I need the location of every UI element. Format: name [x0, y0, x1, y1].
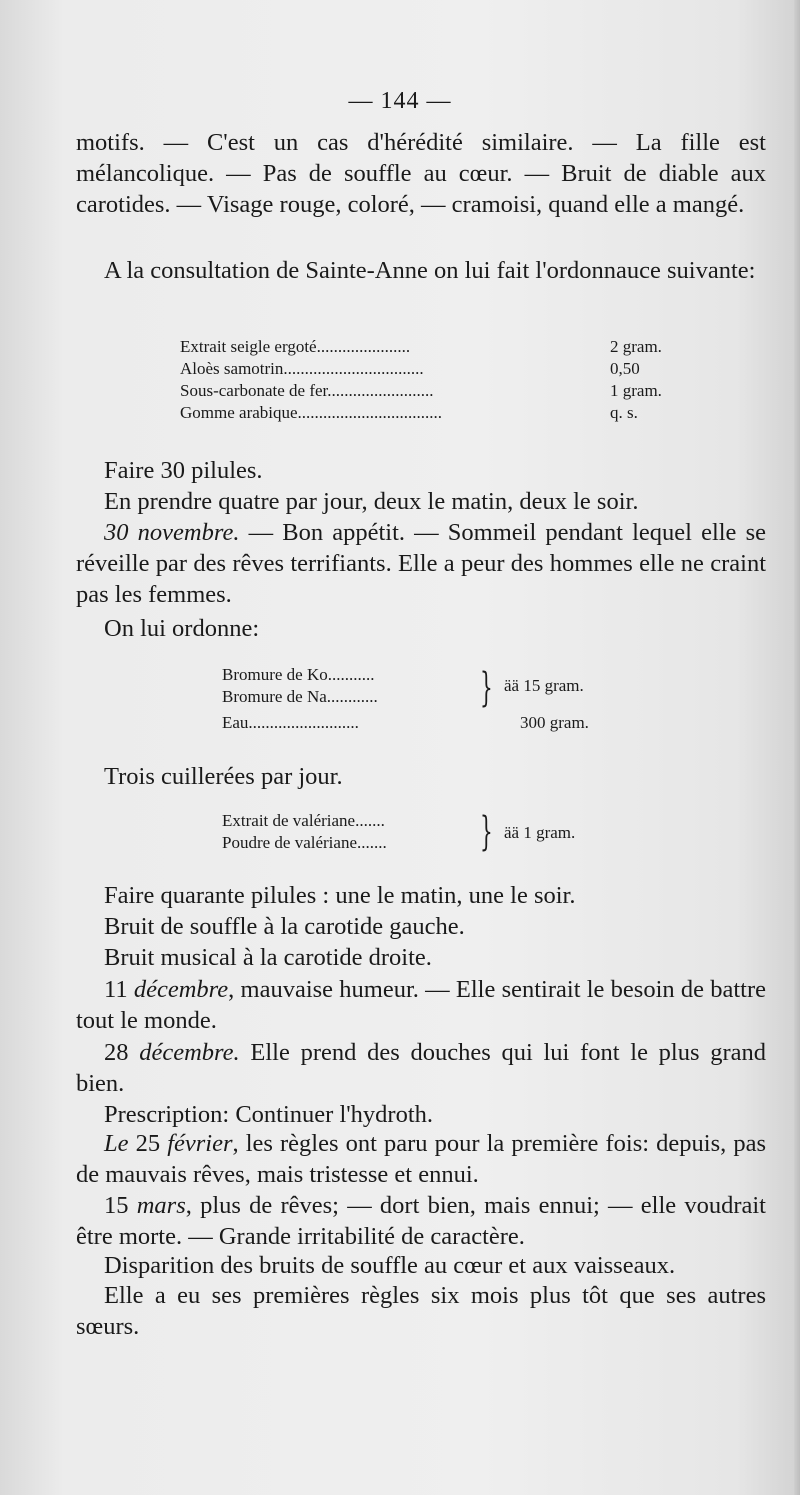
- paragraph-text: , mauvaise humeur. — Elle sentirait le besoin de battre tout le monde.: [76, 976, 766, 1034]
- prescription-row: [222, 810, 642, 832]
- paragraph-text: — Bon appétit. — Sommeil pendant lequel elle se réveille par des rêves terrifiants. Elle a peur des hommes elle ne craint pas les femmes.: [76, 519, 766, 608]
- prescription-row: [180, 402, 680, 424]
- ingredient-name: Extrait seigle ergoté......................: [180, 337, 411, 356]
- paragraph-december-28: [76, 1037, 766, 1099]
- brace-symbol: }: [480, 809, 493, 855]
- date-number: 15: [104, 1192, 137, 1219]
- page-edge: [794, 0, 800, 1495]
- page-number: — 144 —: [348, 88, 452, 114]
- ingredient-qty: 2 gram.: [610, 337, 662, 356]
- ingredient-name: Gomme arabique..................................: [180, 403, 443, 422]
- date-label: 30 novembre.: [104, 519, 240, 546]
- ingredient-name: Extrait de valériane.......: [222, 811, 385, 830]
- paragraph-consultation: A la consultation de Sainte-Anne on lui fait l'ordonnauce suivante:: [104, 257, 756, 284]
- ingredient-name: Aloès samotrin.................................: [180, 359, 424, 378]
- brace-symbol: }: [480, 665, 493, 711]
- date-label: décembre: [133, 976, 229, 1003]
- date-label: décembre.: [139, 1039, 240, 1066]
- date-number: 25: [128, 1130, 168, 1157]
- paragraph-prescription: Prescription: Continuer l'hydroth.: [104, 1101, 434, 1128]
- ingredient-name: Eau..........................: [222, 713, 359, 732]
- paragraph-march: [76, 1190, 766, 1252]
- prescription-table-1: [180, 336, 680, 424]
- paragraph-text: , les règles ont paru pour la première fois: depuis, pas de mauvais rêves, mais tristesse et ennui.: [76, 1130, 767, 1188]
- paragraph-left-carotid: Bruit de souffle à la carotide gauche.: [104, 913, 465, 940]
- prescription-table-2: [222, 664, 642, 734]
- paragraph-february: [76, 1128, 766, 1190]
- paragraph-disappearance: Disparition des bruits de souffle au cœur et aux vaisseaux.: [104, 1252, 676, 1279]
- paragraph-text: , plus de rêves; — dort bien, mais ennui; — elle voudrait être morte. — Grande irritabilité de caractère.: [76, 1192, 766, 1250]
- date-label: mars: [136, 1192, 186, 1219]
- paragraph-text: Elle prend des douches qui lui font le plus grand bien.: [76, 1039, 767, 1097]
- paragraph-december-11: [76, 974, 766, 1036]
- ingredient-qty: ää 15 gram.: [504, 676, 584, 695]
- date-label: février: [167, 1130, 233, 1157]
- prescription-row: [180, 358, 680, 380]
- ingredient-name: Sous-carbonate de fer.........................: [180, 381, 434, 400]
- prescription-row: [222, 832, 642, 854]
- paragraph-first-period: Elle a eu ses premières règles six mois plus tôt que ses autres sœurs.: [76, 1282, 766, 1340]
- paragraph-forty-pills: Faire quarante pilules : une le matin, une le soir.: [104, 882, 576, 909]
- paragraph-right-carotid: Bruit musical à la carotide droite.: [104, 944, 432, 971]
- date-number: 11: [104, 976, 134, 1003]
- paragraph-dosage: En prendre quatre par jour, deux le matin, deux le soir.: [104, 488, 639, 515]
- prescription-row: [180, 380, 680, 402]
- ingredient-qty: 300 gram.: [520, 713, 589, 732]
- ingredient-qty: 1 gram.: [610, 381, 662, 400]
- paragraph-pills: Faire 30 pilules.: [104, 457, 263, 484]
- ingredient-qty: ää 1 gram.: [504, 823, 576, 842]
- prescription-row: [222, 712, 642, 734]
- ingredient-qty: q. s.: [610, 403, 638, 422]
- ingredient-name: Bromure de Ko...........: [222, 665, 375, 684]
- prescription-table-3: [222, 810, 642, 854]
- date-number: 28: [104, 1039, 140, 1066]
- paragraph-order: On lui ordonne:: [104, 615, 260, 642]
- paragraph-november: [76, 517, 766, 610]
- ingredient-qty: 0,50: [610, 359, 640, 378]
- ingredient-name: Bromure de Na............: [222, 687, 378, 706]
- ingredient-name: Poudre de valériane.......: [222, 833, 387, 852]
- date-prefix: Le: [104, 1130, 129, 1157]
- paragraph-symptoms: motifs. — C'est un cas d'hérédité similaire. — La fille est mélancolique. — Pas de souffle au cœur. — Bruit de diable aux carotides. — Visage rouge, coloré, — cramoisi, quand elle a mangé.: [76, 129, 766, 218]
- paragraph-spoons: Trois cuillerées par jour.: [104, 763, 343, 790]
- prescription-row: [180, 336, 680, 358]
